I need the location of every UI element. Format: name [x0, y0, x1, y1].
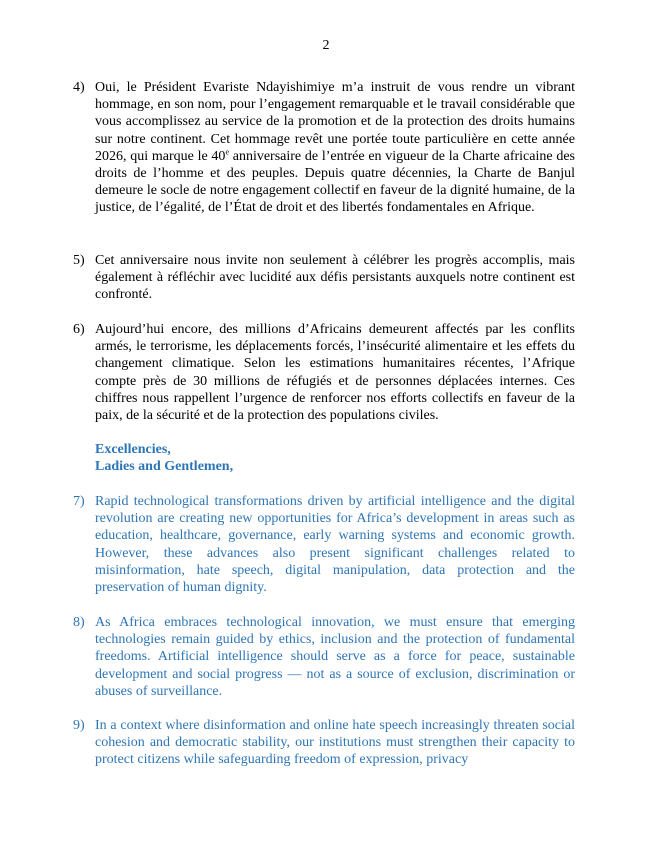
paragraph-number: 8) — [73, 615, 85, 630]
salutation-ladies-gentlemen: Ladies and Gentlemen, — [95, 459, 234, 474]
salutation-excellencies: Excellencies, — [95, 442, 171, 457]
paragraph-text-continued: anniversaire de l’entrée en vigueur de la Charte africaine des droits de l’homme et des peuples. Depuis quatre décennies, la Charte de Banjul demeure le socle de notre engagement collectif en faveur de la dignité humaine, de la justice, de l’égalité, de l’État de droit et des libertés fondamentales en Afrique. — [95, 148, 575, 216]
paragraph-text: Rapid technological transformations driven by artificial intelligence and the digital revolution are creating new opportunities for Africa’s development in areas such as education, healthcare, governance, early warning systems and economic growth. However, these advances also present significant challenges related to misinformation, hate speech, digital manipulation, data protection and the preservation of human dignity. — [95, 494, 575, 596]
paragraph-number: 9) — [73, 718, 85, 733]
paragraph-9 — [73, 717, 575, 769]
paragraph-text: Cet anniversaire nous invite non seulement à célébrer les progrès accomplis, mais également à réfléchir avec lucidité aux défis persistants auxquels notre continent est confronté. — [95, 253, 575, 303]
paragraph-text: In a context where disinformation and online hate speech increasingly threaten social cohesion and democratic stability, our institutions must strengthen their capacity to protect citizens while safeguarding freedom of expression, privacy — [95, 718, 575, 768]
paragraph-5 — [73, 252, 575, 304]
paragraph-text: Aujourd’hui encore, des millions d’Africains demeurent affectés par les conflits armés, le terrorisme, les déplacements forcés, l’insécurité alimentaire et les effets du changement climatique. Selon les estimations humanitaires récentes, l’Afrique compte près de 30 millions de réfugiés et de personnes déplacées internes. Ces chiffres nous rappellent l’urgence de renforcer nos efforts collectifs en faveur de la paix, de la sécurité et de la protection des populations civiles. — [95, 322, 575, 424]
paragraph-text: Oui, le Président Evariste Ndayishimiye m’a instruit de vous rendre un vibrant hommage, en son nom, pour l’engagement remarquable et le travail considérable que vous accomplissez au service de la promotion et de la protection des droits humains sur notre continent. Cet hommage revêt une portée toute particulière en cette année 2026, qui marque le 40 — [95, 80, 575, 164]
paragraph-number: 5) — [73, 253, 85, 268]
ordinal-superscript: e — [225, 147, 229, 157]
paragraph-4 — [73, 79, 575, 217]
paragraph-number: 7) — [73, 494, 85, 509]
paragraph-text: As Africa embraces technological innovation, we must ensure that emerging technologies remain guided by ethics, inclusion and the protection of fundamental freedoms. Artificial intelligence should serve as a force for peace, sustainable development and social progress — not as a source of exclusion, discrimination or abuses of surveillance. — [95, 615, 575, 699]
paragraph-8 — [73, 614, 575, 700]
page-number: 2 — [322, 38, 330, 53]
paragraph-number: 6) — [73, 322, 85, 337]
paragraph-number: 4) — [73, 80, 85, 95]
paragraph-7 — [73, 493, 575, 596]
paragraph-6 — [73, 321, 575, 424]
